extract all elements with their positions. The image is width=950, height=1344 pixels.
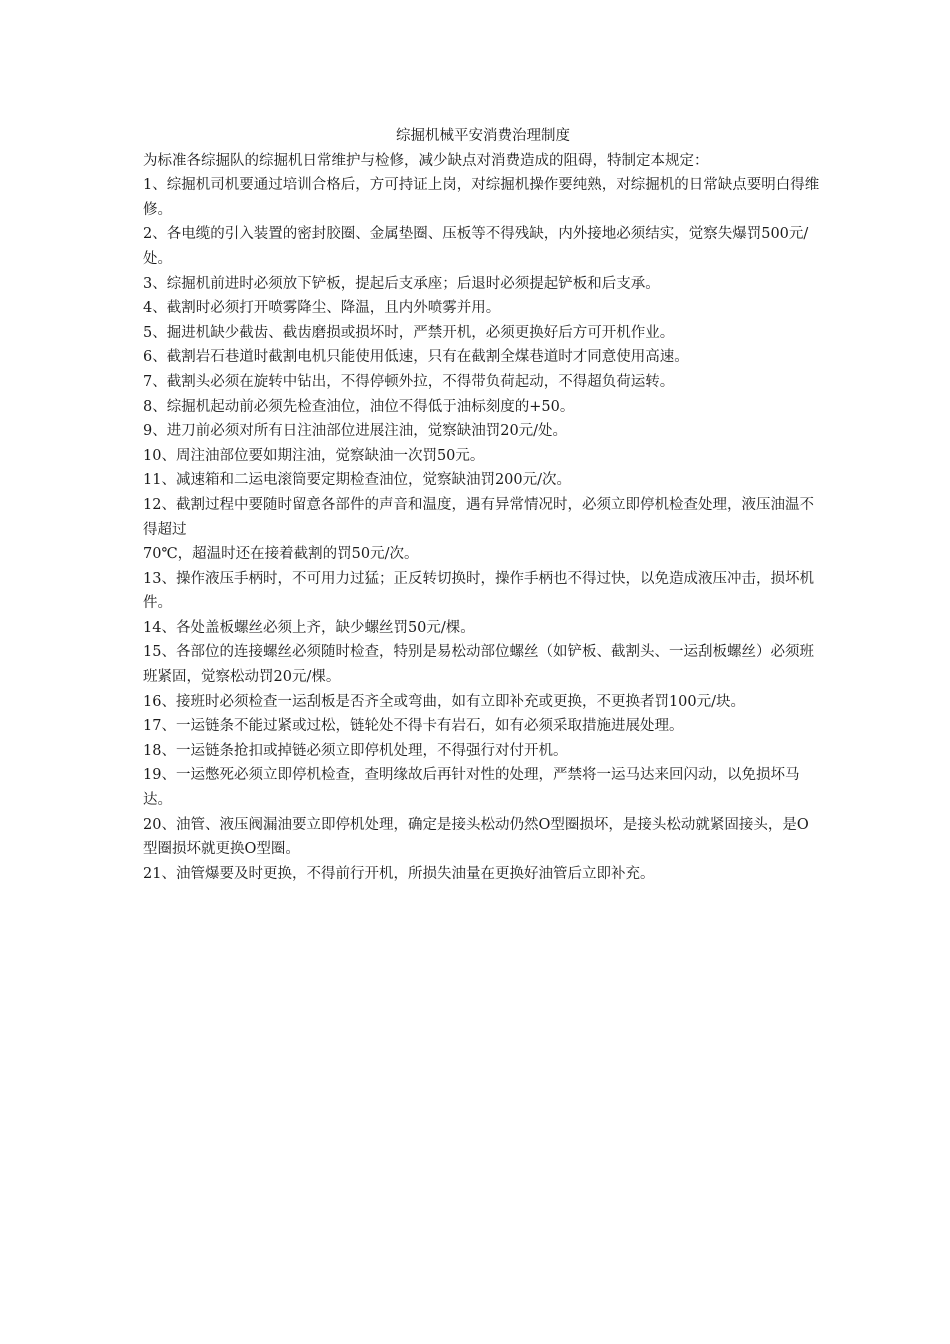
document-title: 综掘机械平安消费治理制度 — [396, 128, 570, 144]
rule-item-5: 5、掘进机缺少截齿、截齿磨损或损坏时，严禁开机，必须更换好后方可开机作业。 — [143, 324, 675, 341]
rule-item-16: 16、接班时必须检查一运刮板是否齐全或弯曲，如有立即补充或更换，不更换者罚100元/块。 — [143, 693, 746, 710]
rule-item-8: 8、综掘机起动前必须先检查油位，油位不得低于油标刻度的+50。 — [143, 398, 575, 415]
rule-item-18: 18、一运链条抢扣或掉链必须立即停机处理，不得强行对付开机。 — [143, 742, 568, 759]
rule-item-9: 9、进刀前必须对所有日注油部位进展注油，觉察缺油罚20元/处。 — [143, 423, 568, 440]
rules-list — [143, 173, 823, 886]
rule-item-12: 12、截割过程中要随时留意各部件的声音和温度，遇有异常情况时，必须立即停机检查处理，液压油温不得超过 — [143, 496, 814, 538]
rule-item-11: 11、减速箱和二运电滚筒要定期检查油位，觉察缺油罚200元/次。 — [143, 472, 572, 489]
rule-item-10: 10、周注油部位要如期注油，觉察缺油一次罚50元。 — [143, 447, 485, 464]
rule-item-17: 17、一运链条不能过紧或过松，链轮处不得卡有岩石，如有必须采取措施进展处理。 — [143, 718, 684, 735]
rule-item-4: 4、截割时必须打开喷雾降尘、降温，且内外喷雾并用。 — [143, 300, 501, 317]
rule-item-7: 7、截割头必须在旋转中钻出，不得停顿外拉，不得带负荷起动，不得超负荷运转。 — [143, 373, 675, 390]
rule-item-2: 2、各电缆的引入装置的密封胶圈、金属垫圈、压板等不得残缺，内外接地必须结实，觉察失爆罚500元/处。 — [143, 226, 809, 267]
rule-item-20: 20、油管、液压阀漏油要立即停机处理，确定是接头松动仍然O型圈损坏，是接头松动就紧固接头，是O型圈损坏就更换O型圈。 — [143, 816, 809, 858]
document-body — [143, 124, 823, 886]
document-intro: 为标准各综掘队的综掘机日常维护与检修，减少缺点对消费造成的阻碍，特制定本规定： — [143, 152, 709, 169]
rule-item-15: 15、各部位的连接螺丝必须随时检查，特别是易松动部位螺丝（如铲板、截割头、一运刮板螺丝）必须班班紧固，觉察松动罚20元/棵。 — [143, 644, 814, 686]
rule-item-19: 19、一运憋死必须立即停机检查，查明缘故后再针对性的处理，严禁将一运马达来回闪动，以免损坏马达。 — [143, 767, 800, 809]
rule-item-13: 13、操作液压手柄时，不可用力过猛；正反转切换时，操作手柄也不得过快，以免造成液压冲击，损坏机件。 — [143, 570, 814, 612]
rule-item-21: 21、油管爆要及时更换，不得前行开机，所损失油量在更换好油管后立即补充。 — [143, 865, 655, 882]
rule-item-6: 6、截割岩石巷道时截割电机只能使用低速，只有在截割全煤巷道时才同意使用高速。 — [143, 349, 689, 366]
rule-item-1: 1、综掘机司机要通过培训合格后，方可持证上岗，对综掘机操作要纯熟，对综掘机的日常缺点要明白得维修。 — [143, 177, 820, 218]
rule-item-14: 14、各处盖板螺丝必须上齐，缺少螺丝罚50元/棵。 — [143, 619, 475, 636]
rule-item-3: 3、综掘机前进时必须放下铲板，提起后支承座；后退时必须提起铲板和后支承。 — [143, 275, 660, 292]
rule-item-12-continued: 70℃，超温时还在接着截割的罚50元/次。 — [143, 546, 419, 563]
